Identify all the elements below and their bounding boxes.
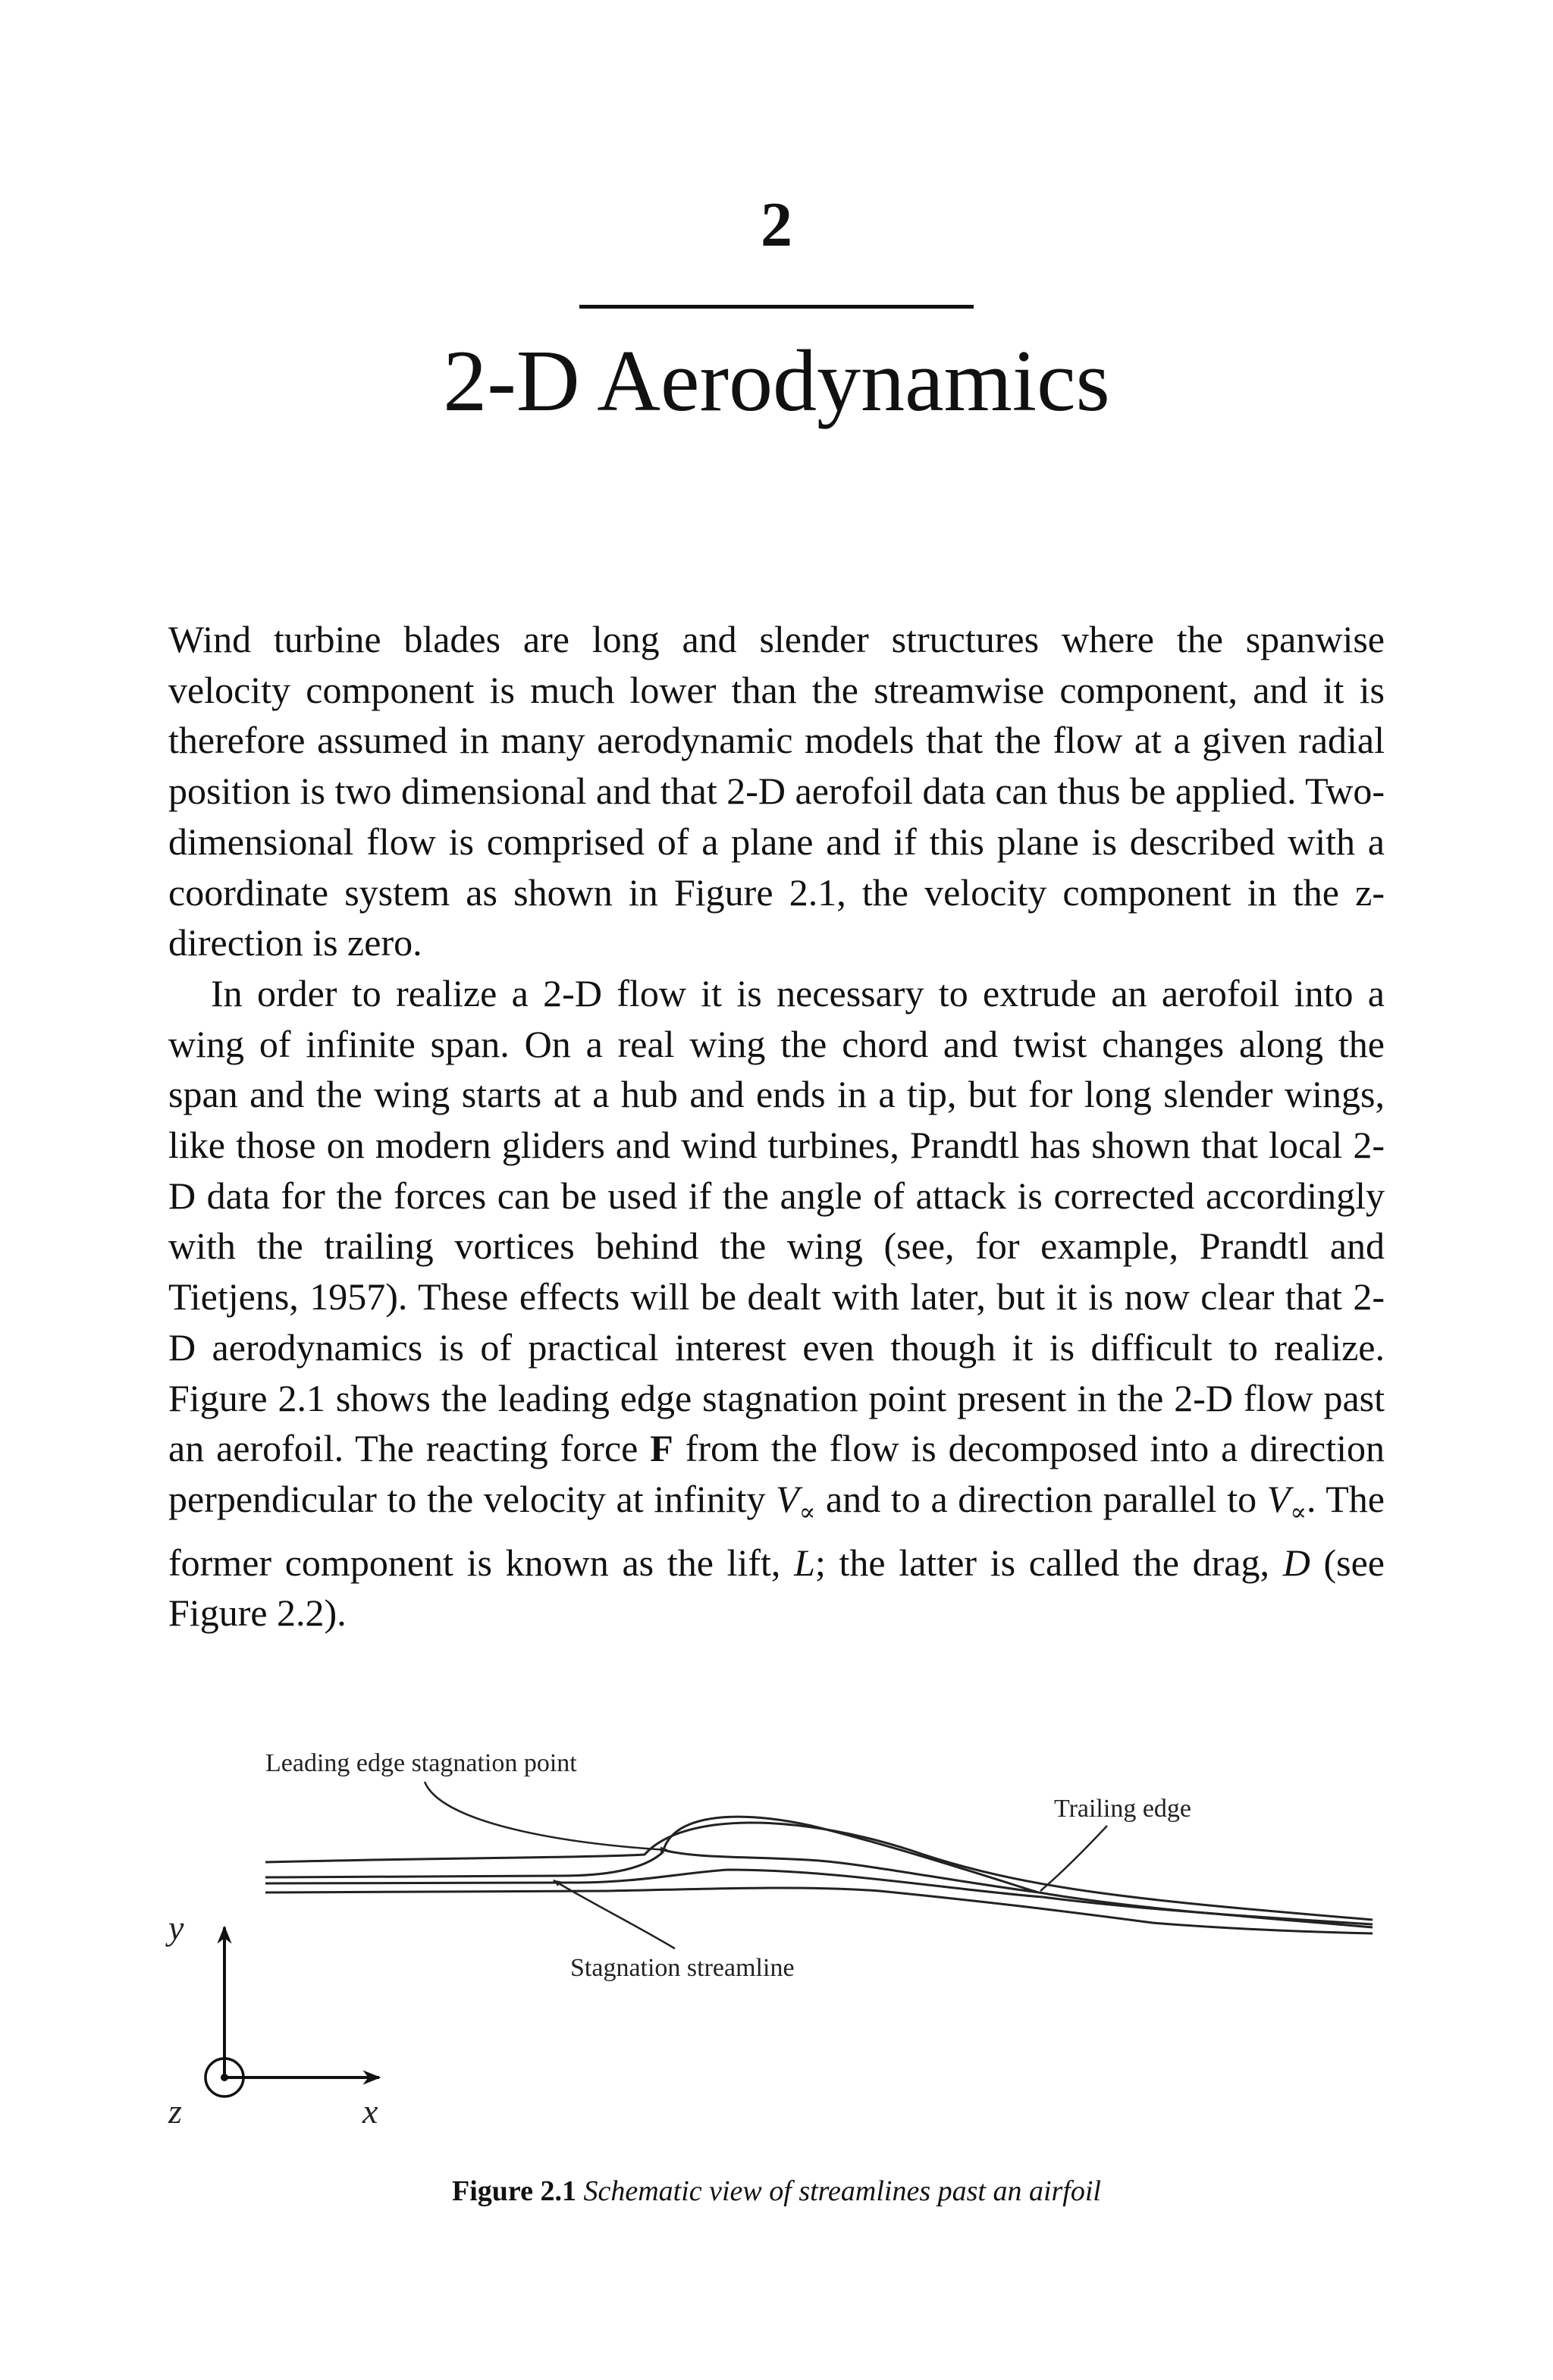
infinity-subscript: ∝ bbox=[1290, 1497, 1307, 1526]
chapter-divider bbox=[579, 305, 974, 309]
z-axis-dot bbox=[221, 2074, 228, 2081]
lower-streamline-2 bbox=[265, 1888, 1373, 1933]
wake-streamline bbox=[1039, 1892, 1373, 1927]
airfoil bbox=[664, 1817, 1039, 1892]
trailing-edge-leader bbox=[1040, 1826, 1107, 1891]
paragraph-1: Wind turbine blades are long and slender structures where the spanwise velocity component is much lower than the streamwise component, and it is therefore assumed in many aerodynamic models that the flow at a given radial position is two dimensional and that 2-D aerofoil data can thus be applied. Two-dimensional flow is comprised of a plane and if this plane is described with a coordinate system as shown in Figure 2.1, the velocity component in the z-direction is zero. bbox=[168, 618, 1385, 964]
z-axis-label: z bbox=[168, 2092, 182, 2131]
paragraph-2 bbox=[168, 968, 1385, 1638]
chapter-number: 2 bbox=[761, 190, 792, 260]
force-symbol: F bbox=[650, 1427, 673, 1470]
infinity-subscript: ∝ bbox=[798, 1497, 816, 1526]
body-text bbox=[168, 614, 1385, 1638]
figure-caption bbox=[0, 2175, 1553, 2208]
leading-edge-leader bbox=[425, 1782, 667, 1850]
paragraph-2-part-d: . The former component is known as the lift, bbox=[168, 1477, 1385, 1584]
upper-streamline bbox=[265, 1823, 1373, 1920]
v-infinity-symbol: V bbox=[776, 1477, 799, 1520]
lift-symbol: L bbox=[794, 1541, 815, 1584]
caption-text: Schematic view of streamlines past an airfoil bbox=[576, 2175, 1101, 2207]
x-axis-label: x bbox=[362, 2092, 378, 2131]
trailing-edge-label: Trailing edge bbox=[1054, 1795, 1192, 1823]
paragraph-2-part-a: In order to realize a 2-D flow it is necessary to extrude an aerofoil into a wing of infinite span. On a real wing the chord and twist changes along the span and the wing starts at a hub and ends in a tip, but for long slender wings, like those on modern gliders and wind turbines, Prandtl has shown that local 2-D data for the forces can be used if the angle of attack is corrected accordingly with the trailing vortices behind the wing (see, for example, Prandtl and Tietjens, 1957). These effects will be dealt with later, but it is now clear that 2-D aerodynamics is of practical interest even though it is difficult to realize. Figure 2.1 shows the leading edge stagnation point present in the 2-D flow past an aerofoil. The reacting force bbox=[168, 971, 1385, 1470]
paragraph-2-part-f: (see Figure 2.2). bbox=[168, 1541, 1385, 1635]
paragraph-2-part-b: from the flow is decomposed into a direction perpendicular to the velocity at infinity bbox=[168, 1427, 1385, 1520]
y-axis-label: y bbox=[168, 1908, 184, 1947]
drag-symbol: D bbox=[1282, 1541, 1310, 1584]
stagnation-streamline-label: Stagnation streamline bbox=[570, 1954, 795, 1982]
chapter-title: 2-D Aerodynamics bbox=[443, 333, 1110, 430]
leading-edge-label: Leading edge stagnation point bbox=[265, 1749, 577, 1777]
paragraph-2-part-c: and to a direction parallel to bbox=[815, 1477, 1267, 1520]
caption-label: Figure 2.1 bbox=[452, 2175, 576, 2207]
paragraph-2-part-e: ; the latter is called the drag, bbox=[814, 1541, 1283, 1584]
lower-streamline-1 bbox=[265, 1870, 1373, 1924]
v-infinity-symbol: V bbox=[1266, 1477, 1291, 1520]
streamline-figure bbox=[152, 1729, 1403, 2153]
